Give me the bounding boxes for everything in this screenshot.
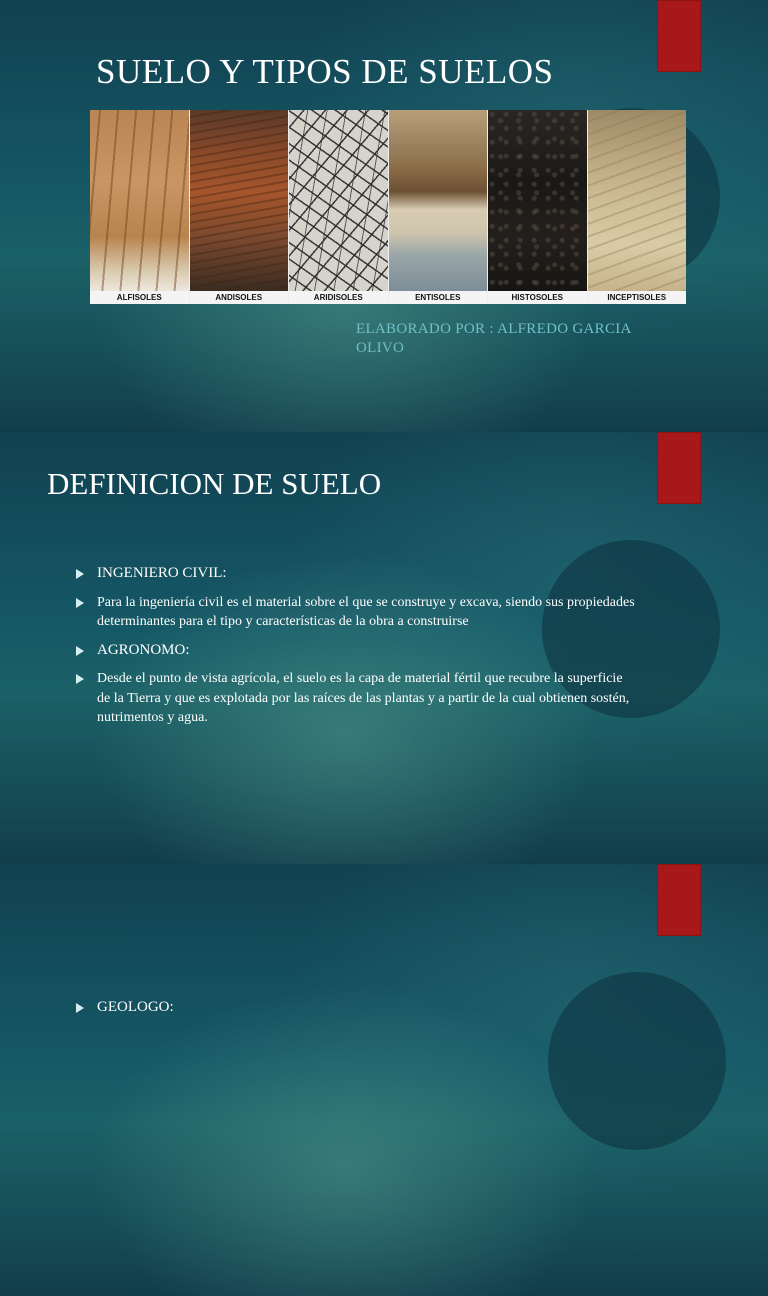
soil-panel-histosoles [487,110,587,304]
triangle-bullet-icon [76,598,84,608]
triangle-bullet-icon [76,569,84,579]
bullet-text: Desde el punto de vista agrícola, el suelo es la capa de material fértil que recubre la superficie de la Tierra y que es explotada por las raíces de las plantas y a partir de la cual obtienen sostén, nutrimentos y agua. [97,671,630,725]
triangle-bullet-icon [76,674,84,684]
soil-panel-andisoles [189,110,289,304]
soil-panel-alfisoles [90,110,189,304]
author-credit: ELABORADO POR : ALFREDO GARCIA OLIVO [356,321,631,356]
slide-title [0,0,768,432]
bullet-item [76,998,636,1018]
bullet-item [76,593,636,632]
bullet-item [76,669,636,728]
soil-photo [488,110,587,291]
slide-title-heading: SUELO Y TIPOS DE SUELOS [96,52,554,91]
triangle-bullet-icon [76,646,84,656]
soil-label: ALFISOLES [90,291,189,304]
slide-geologo [0,864,768,1296]
red-accent-tab [657,432,701,504]
bullet-item [76,564,636,584]
bullet-text: Para la ingeniería civil es el material sobre el que se construye y excava, siendo sus propiedades determinantes para el tipo y características de la obra a construirse [97,594,635,629]
triangle-bullet-icon [76,1003,84,1013]
bullet-list [76,998,636,1027]
soil-label: HISTOSOLES [488,291,587,304]
soil-label: ANDISOLES [190,291,289,304]
soil-label: ARIDISOLES [289,291,388,304]
soil-panel-inceptisoles [587,110,687,304]
bullet-text: GEOLOGO: [97,999,174,1015]
soil-photo [190,110,289,291]
slide-definicion [0,432,768,864]
soil-photo [588,110,687,291]
bullet-text: AGRONOMO: [97,641,190,658]
soil-photo [389,110,488,291]
soil-label: ENTISOLES [389,291,488,304]
red-accent-tab [657,864,701,936]
soil-photo [289,110,388,291]
soil-types-image [90,110,686,304]
soil-panel-entisoles [388,110,488,304]
red-accent-tab [657,0,701,72]
soil-photo [90,110,189,291]
soil-label: INCEPTISOLES [588,291,687,304]
slide-heading: DEFINICION DE SUELO [47,466,382,501]
bullet-text: INGENIERO CIVIL: [97,565,227,581]
bullet-item [76,641,636,661]
bullet-list [76,564,636,737]
soil-panel-aridisoles [288,110,388,304]
